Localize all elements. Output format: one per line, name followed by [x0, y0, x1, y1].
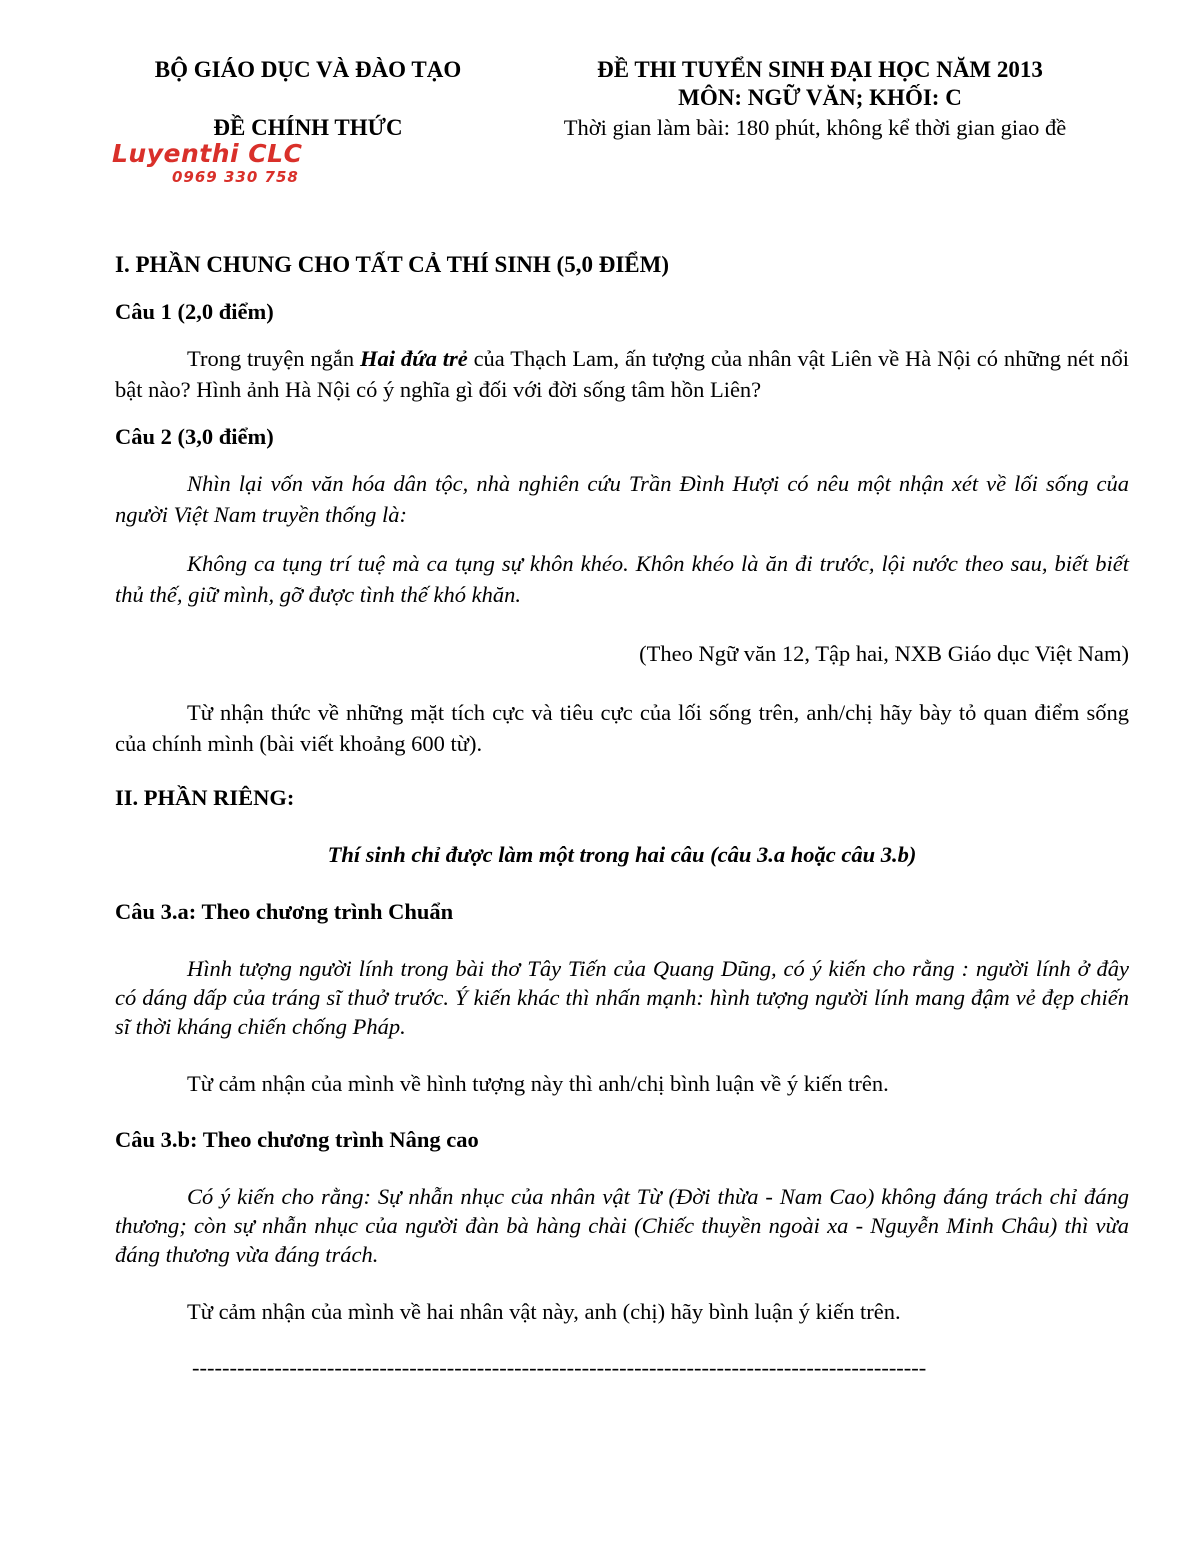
exam-subject: MÔN: NGỮ VĂN; KHỐI: C [678, 85, 962, 110]
q3b-prompt: Có ý kiến cho rằng: Sự nhẫn nhục của nhân vật Từ (Đời thừa - Nam Cao) không đáng trách chỉ đáng thương; còn sự nhẫn nhục của người đàn bà hàng chài (Chiếc thuyền ngoài xa - Nguyễn Minh Châu) thì vừa đáng thương vừa đáng trách. [115, 1184, 1129, 1267]
q3a-prompt: Hình tượng người lính trong bài thơ Tây Tiến của Quang Dũng, có ý kiến cho rằng : người lính ở đây có dáng dấp của tráng sĩ thuở trước. Ý kiến khác thì nhấn mạnh: hình tượng người lính mang đậm vẻ đẹp chiến sĩ thời kháng chiến chống Pháp. [115, 956, 1129, 1039]
q3b-task: Từ cảm nhận của mình về hai nhân vật này, anh (chị) hãy bình luận ý kiến trên. [187, 1299, 901, 1324]
part2-title: II. PHẦN RIÊNG: [115, 785, 295, 810]
time-note: Thời gian làm bài: 180 phút, không kể thời gian giao đề [563, 115, 1067, 140]
watermark-brand: Luyenthi CLC [112, 139, 303, 168]
q1-work-title: Hai đứa trẻ [360, 346, 468, 371]
q2-title: Câu 2 (3,0 điểm) [115, 424, 274, 449]
part1-title: I. PHẦN CHUNG CHO TẤT CẢ THÍ SINH (5,0 ĐIỂM) [115, 252, 669, 277]
part2-instruction: Thí sinh chỉ được làm một trong hai câu (câu 3.a hoặc câu 3.b) [327, 842, 917, 867]
q1-post: của Thạch Lam, ấn tượng của nhân vật Liên về Hà Nội có những nét nổi bật nào? Hình ảnh Hà Nội có ý nghĩa gì đối với đời sống tâm hồn Liên? [115, 346, 1129, 402]
q3b-title: Câu 3.b: Theo chương trình Nâng cao [115, 1127, 479, 1152]
q2-quote: Không ca tụng trí tuệ mà ca tụng sự khôn khéo. Khôn khéo là ăn đi trước, lội nước theo sau, biết biết thủ thế, giữ mình, gỡ được tình thế khó khăn. [115, 551, 1129, 607]
q2-source: (Theo Ngữ văn 12, Tập hai, NXB Giáo dục Việt Nam) [639, 641, 1129, 666]
q1-pre: Trong truyện ngắn [187, 346, 360, 371]
ministry-name: BỘ GIÁO DỤC VÀ ĐÀO TẠO [154, 57, 462, 82]
q1-body [115, 343, 1129, 405]
q3a-title: Câu 3.a: Theo chương trình Chuẩn [115, 899, 454, 924]
watermark-phone: 0969 330 758 [172, 168, 299, 186]
exam-title: ĐỀ THI TUYỂN SINH ĐẠI HỌC NĂM 2013 [597, 57, 1043, 82]
q1-title: Câu 1 (2,0 điểm) [115, 299, 274, 324]
q2-intro: Nhìn lại vốn văn hóa dân tộc, nhà nghiên cứu Trần Đình Hượi có nêu một nhận xét về lối sống của người Việt Nam truyền thống là: [115, 471, 1129, 527]
end-divider: -------------------------------------------------------------------------------------------------- [192, 1355, 927, 1380]
watermark-logo [112, 140, 342, 188]
q2-task: Từ nhận thức về những mặt tích cực và tiêu cực của lối sống trên, anh/chị hãy bày tỏ quan điểm sống của chính mình (bài viết khoảng 600 từ). [115, 700, 1129, 756]
q3a-task: Từ cảm nhận của mình về hình tượng này thì anh/chị bình luận về ý kiến trên. [187, 1071, 889, 1096]
official-label: ĐỀ CHÍNH THỨC [213, 115, 403, 140]
